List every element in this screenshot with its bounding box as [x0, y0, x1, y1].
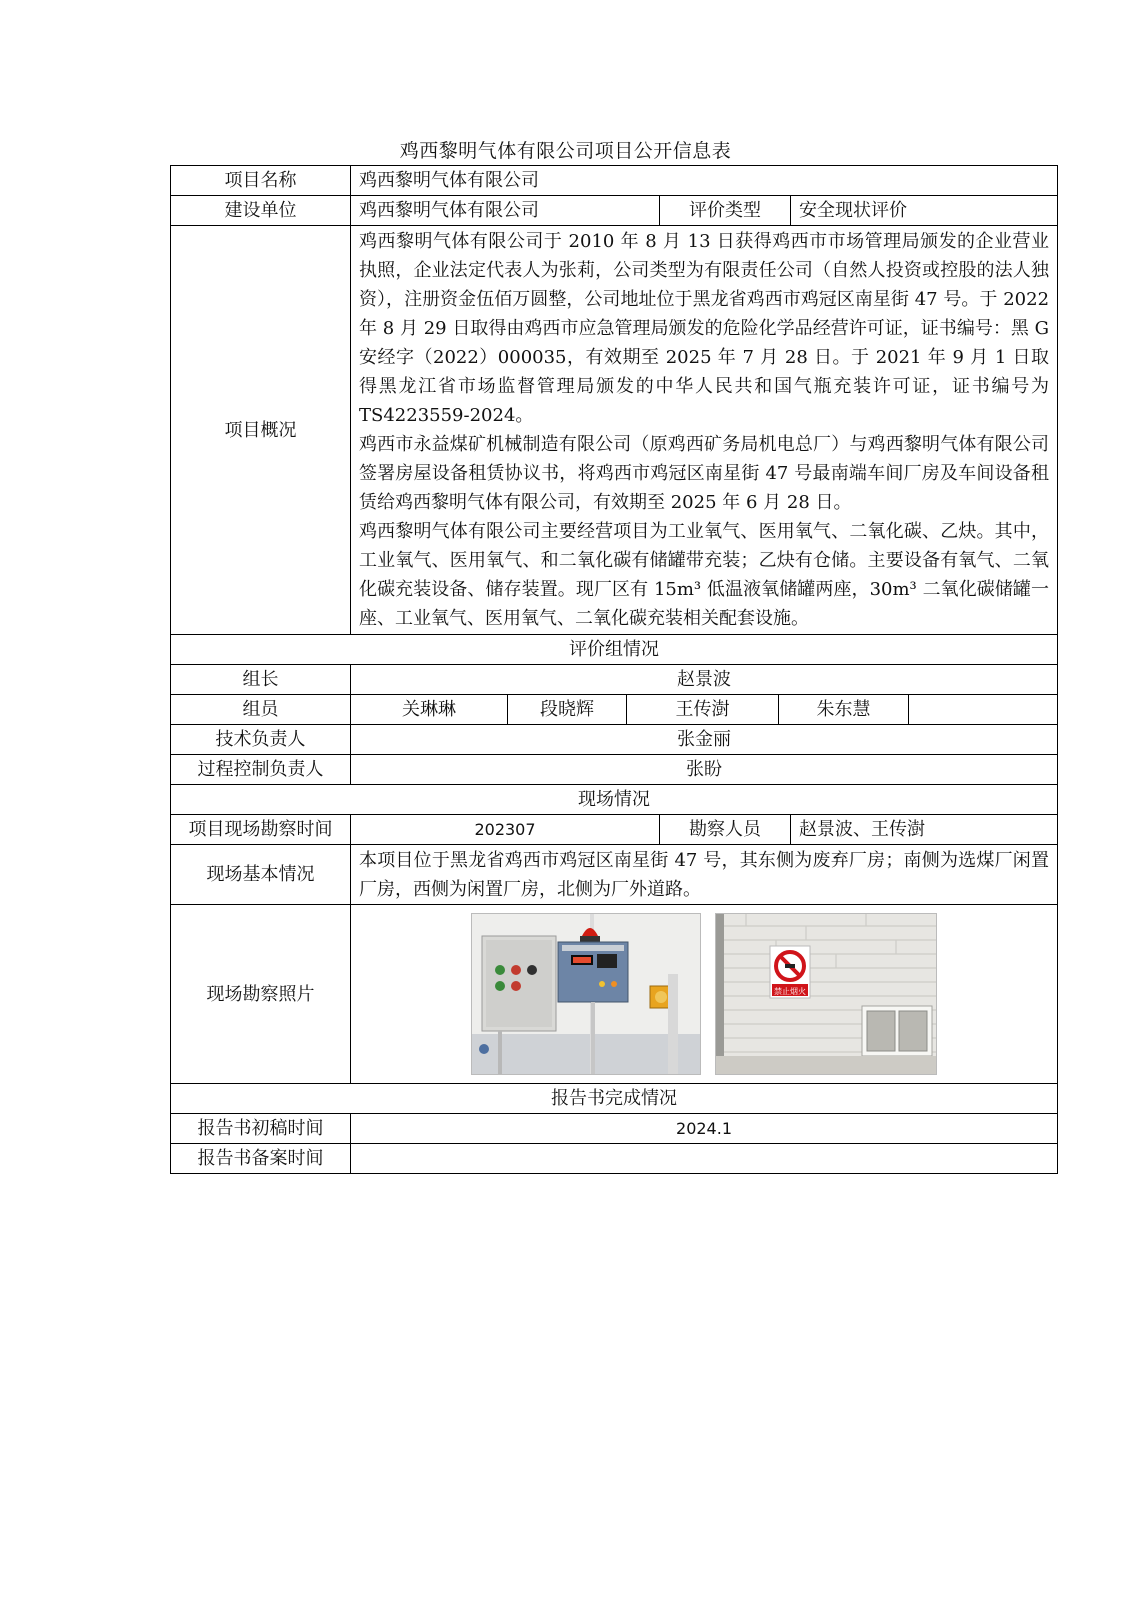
technical-lead-value: 张金丽: [351, 725, 1058, 755]
row-site-section: [171, 785, 1058, 815]
row-project-overview: [171, 226, 1058, 635]
row-technical-lead: [171, 725, 1058, 755]
no-fire-sign-photo-image: [716, 914, 936, 1074]
site-photos-label: 现场勘察照片: [171, 905, 351, 1084]
report-filing-value: [351, 1144, 1058, 1174]
project-name-label: 项目名称: [171, 166, 351, 196]
row-construction-unit: [171, 196, 1058, 226]
project-overview-label: 项目概况: [171, 226, 351, 635]
project-overview-text: [351, 226, 1058, 635]
row-survey-time: [171, 815, 1058, 845]
group-member-4: 朱东慧: [779, 695, 909, 725]
group-member-2: 段晓辉: [508, 695, 627, 725]
photo-control-panel: [471, 913, 701, 1075]
group-members-label: 组员: [171, 695, 351, 725]
row-group-members: [171, 695, 1058, 725]
site-section-title: 现场情况: [171, 785, 1058, 815]
evaluation-type-label: 评价类型: [660, 196, 791, 226]
row-eval-group-section: [171, 635, 1058, 665]
photo-no-fire-sign: [715, 913, 937, 1075]
project-info-table: [170, 165, 1058, 1174]
report-section-title: 报告书完成情况: [171, 1084, 1058, 1114]
no-fire-sign-text: 禁止烟火: [774, 987, 806, 996]
technical-lead-label: 技术负责人: [171, 725, 351, 755]
site-basic-text: 本项目位于黑龙省鸡西市鸡冠区南星街 47 号，其东侧为废弃厂房；南侧为选煤厂闲置厂房，西侧为闲置厂房，北侧为厂外道路。: [351, 845, 1058, 905]
site-photos: [351, 905, 1057, 1083]
group-member-5: [909, 695, 1058, 725]
row-site-photos: [171, 905, 1058, 1084]
construction-unit-label: 建设单位: [171, 196, 351, 226]
overview-paragraph-3: 鸡西黎明气体有限公司主要经营项目为工业氧气、医用氧气、二氧化碳、乙炔。其中，工业氧气、医用氧气、和二氧化碳有储罐带充装；乙炔有仓储。主要设备有氧气、二氧化碳充装设备、储存装置。现厂区有 15m³ 低温液氧储罐两座，30m³ 二氧化碳储罐一座、工业氧气、医用氧气、二氧化碳充装相关配套设施。: [359, 521, 1050, 629]
survey-time-label: 项目现场勘察时间: [171, 815, 351, 845]
process-control-lead-value: 张盼: [351, 755, 1058, 785]
group-leader-label: 组长: [171, 665, 351, 695]
report-draft-label: 报告书初稿时间: [171, 1114, 351, 1144]
group-member-1: 关琳琳: [351, 695, 508, 725]
control-panel-photo-image: [472, 914, 700, 1074]
survey-time-value: 202307: [351, 815, 660, 845]
row-report-section: [171, 1084, 1058, 1114]
process-control-lead-label: 过程控制负责人: [171, 755, 351, 785]
document-title: 鸡西黎明气体有限公司项目公开信息表: [399, 140, 732, 162]
row-report-draft: [171, 1114, 1058, 1144]
group-leader-value: 赵景波: [351, 665, 1058, 695]
site-basic-label: 现场基本情况: [171, 845, 351, 905]
report-filing-label: 报告书备案时间: [171, 1144, 351, 1174]
site-photos-cell: [351, 905, 1058, 1084]
project-name-value: 鸡西黎明气体有限公司: [351, 166, 1058, 196]
overview-paragraph-1: 鸡西黎明气体有限公司于 2010 年 8 月 13 日获得鸡西市市场管理局颁发的企业营业执照，企业法定代表人为张莉，公司类型为有限责任公司（自然人投资或控股的法人独资），注册资金伍佰万圆整，公司地址位于黑龙省鸡西市鸡冠区南星街 47 号。于 2022 年 8 月 29 日取得由鸡西市应急管理局颁发的危险化学品经营许可证，证书编号：黑 G 安经字（2022）000035，有效期至 2025 年 7 月 28 日。于 2021 年 9 月 1 日取得黑龙江省市场监督管理局颁发的中华人民共和国气瓶充装许可证，证书编号为 TS4223559-2024。: [359, 231, 1050, 426]
eval-group-section-title: 评价组情况: [171, 635, 1058, 665]
overview-paragraph-2: 鸡西市永益煤矿机械制造有限公司（原鸡西矿务局机电总厂）与鸡西黎明气体有限公司签署房屋设备租赁协议书，将鸡西市鸡冠区南星街 47 号最南端车间厂房及车间设备租赁给鸡西黎明气体有限公司，有效期至 2025 年 6 月 28 日。: [359, 434, 1050, 513]
surveyors-label: 勘察人员: [660, 815, 791, 845]
row-report-filing: [171, 1144, 1058, 1174]
construction-unit-value: 鸡西黎明气体有限公司: [351, 196, 660, 226]
report-draft-value: 2024.1: [351, 1114, 1058, 1144]
row-process-control-lead: [171, 755, 1058, 785]
row-group-leader: [171, 665, 1058, 695]
row-project-name: [171, 166, 1058, 196]
evaluation-type-value: 安全现状评价: [791, 196, 1058, 226]
group-member-3: 王传澍: [627, 695, 779, 725]
row-site-basic: [171, 845, 1058, 905]
surveyors-value: 赵景波、王传澍: [791, 815, 1058, 845]
